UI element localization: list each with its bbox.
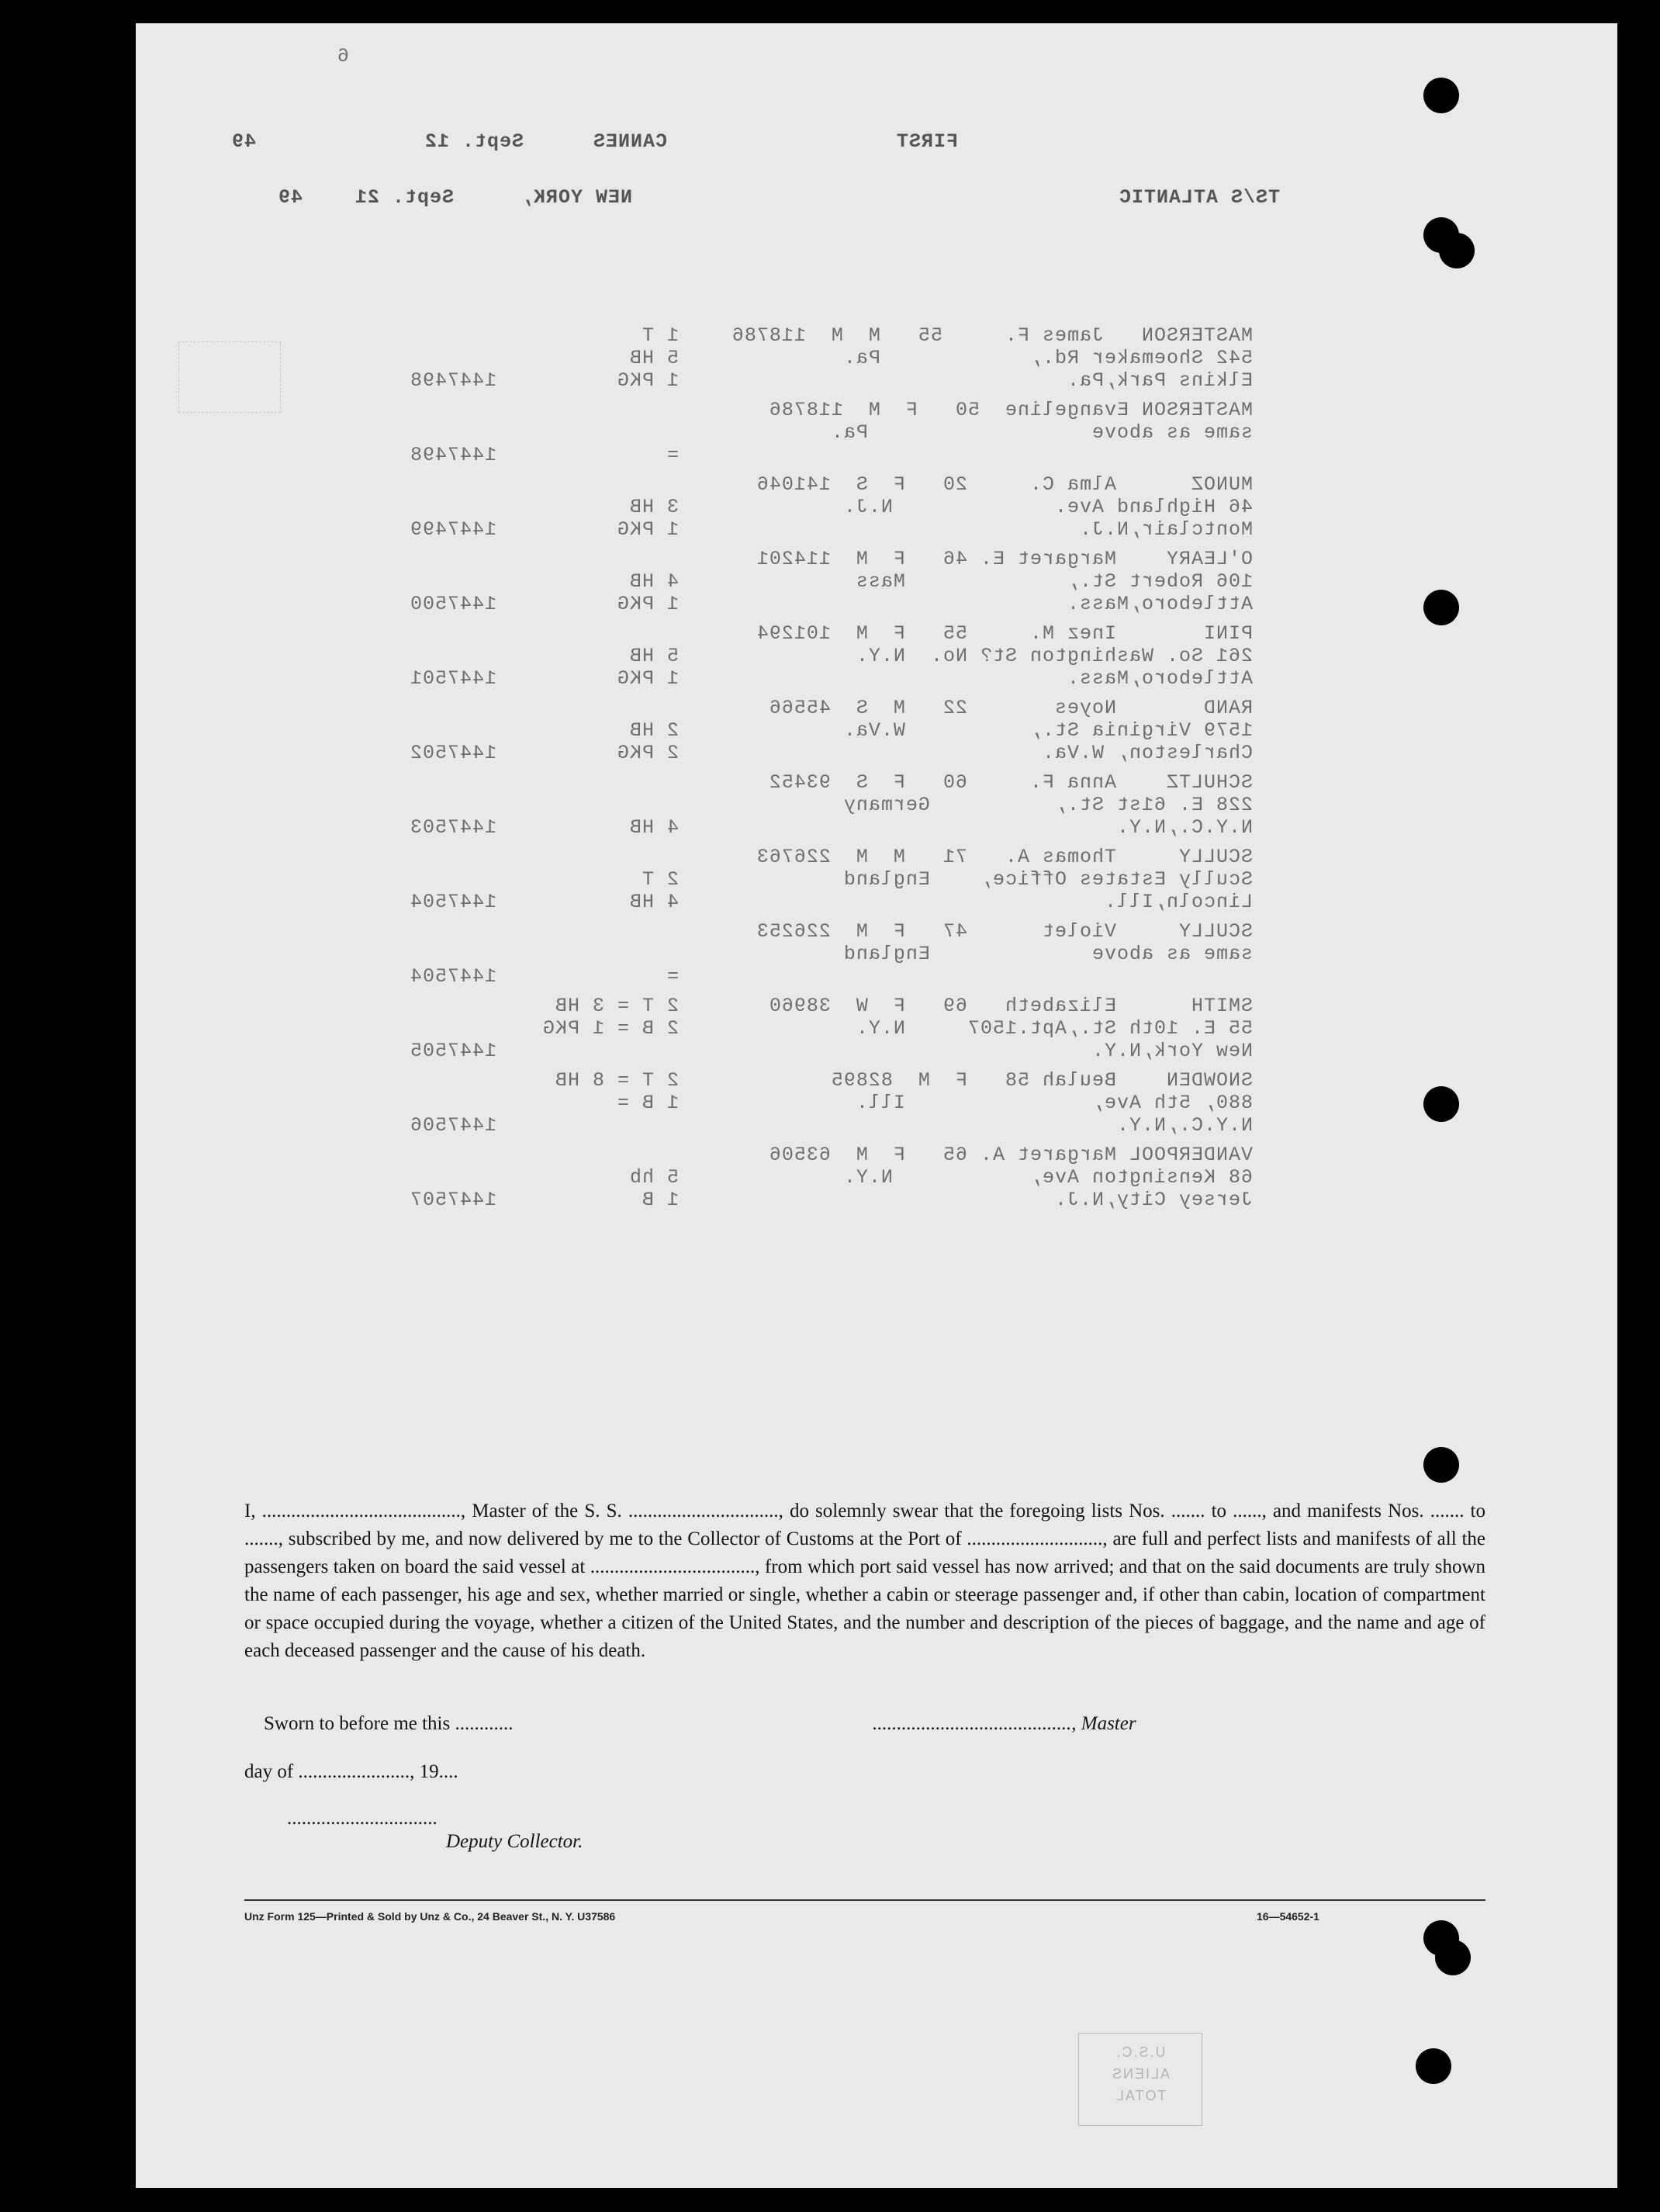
punch-hole [1423, 78, 1459, 113]
punch-hole [1423, 590, 1459, 625]
punch-hole [1423, 1447, 1459, 1483]
deputy-signature-dots: ............................... [287, 1808, 437, 1829]
aliens-total-stamp: U.S.C. ALIENS TOTAL [1078, 2033, 1202, 2126]
punch-hole [1435, 1940, 1471, 1975]
footer-rule [244, 1899, 1485, 1901]
sworn-line: Sworn to before me this ............ [264, 1713, 514, 1734]
punch-hole [1439, 233, 1475, 268]
mirrored-manifest-content: 6 FIRST CANNES Sept. 12 49 TS/S ATLANTIC NEW YORK, Sept. 21 49 MASTERSON James F. 55 M M 118786 542 Shoemaker Rd., Pa. Elkins Park,Pa. 1 T 5 HB 1 PKG 1447498 MASTERSON Evangeline 50 F M 118786 same as above Pa. = 1447498 MUNOZ Alma C. 20 F S 141046 46 Highland Ave. N.J. Montclair,N.J. 3 HB 1 PKG 1447499 O'LEARY Margaret E. 46 F M 114201 106 Robert St., Mass Attleboro,Mass. 4 HB 1 PKG 1447500 PINI Inez M. 55 F M 101294 261 So. Washington St? No. N.Y. Attleboro,Mass. 5 HB 1 PKG 1447501 RAND Noyes 22 M S 45566 1579 Virginia St., W.Va. Charleston, W.Va. 2 HB 2 PKG 1447502 SCHULTZ Anna F. 60 F S 93452 228 E. 61st St., Germany N.Y.C.,N.Y. 4 HB 1447503 SCULLY Thomas A. 71 M M 226763 Scully Estates Office, England Lincoln,Ill. 2 T 4 HB 1447504 SCULLY Violet 47 F M 226253 same as above England = 1447504 SMITH Elizabeth 69 F W 38960 55 E. 10th St.,Apt.1507 N.Y. New York,N.Y. 2 T = 3 HB 2 B = 1 PKG 1447505 SNOWDEN Beulah 58 F M 82895 880, 5th Ave, Ill. N.Y.C.,N.Y. 2 T = 8 HB 1 B = 1447506 VANDERPOOL Margaret A. 65 F M 63506 68 Kensington Ave, N.Y. Jersey City,N.J. 5 hb 1 B 1447507 [230, 45, 1280, 1211]
oath-text: I, ........................................., Master of the S. S. ..............................., do solemnly swear that the foregoing lists Nos. ....... to ......, and manifests Nos. ....... to ......., subscribed by me, and now delivered by me to the Collector of Customs at the Port of ............................, are full and perfect lists and manifests of all the passengers taken on board the said vessel at .................................., from which port said vessel has now arrived; and that on the said documents are truly shown the name of each passenger, his age and sex, whether married or single, whether a cabin or steerage passenger and, if other than cabin, location of compartment or space occupied during the voyage, whether a citizen of the United States, and the number and description of the pieces of baggage, and the name and age of each deceased passenger and the cause of his death. [244, 1501, 1485, 1661]
punch-hole [1416, 2048, 1451, 2084]
punch-hole [1423, 1086, 1459, 1122]
day-of-line: day of ......................., 19.... [244, 1761, 458, 1782]
arrival-port: NEW YORK, [520, 186, 632, 209]
arrival-date: Sept. 21 [354, 186, 454, 209]
class-of-travel: FIRST [895, 130, 958, 153]
manifest-page [136, 23, 1617, 2188]
embark-year: 49 [230, 130, 256, 153]
page-number: 6 [336, 45, 349, 68]
form-number: 16—54652-1 [1257, 1910, 1319, 1923]
printer-imprint: Unz Form 125—Printed & Sold by Unz & Co., 24 Beaver St., N. Y. U37586 [244, 1910, 616, 1923]
arrival-year: 49 [277, 186, 303, 209]
ship-name: TS/S ATLANTIC [1118, 186, 1280, 209]
master-oath-statement [244, 1497, 1485, 1665]
deputy-collector-label: Deputy Collector. [446, 1831, 583, 1852]
master-signature-line: ........................................., Master [873, 1713, 1136, 1734]
embark-port: CANNES [592, 130, 667, 153]
embark-date: Sept. 12 [424, 130, 524, 153]
